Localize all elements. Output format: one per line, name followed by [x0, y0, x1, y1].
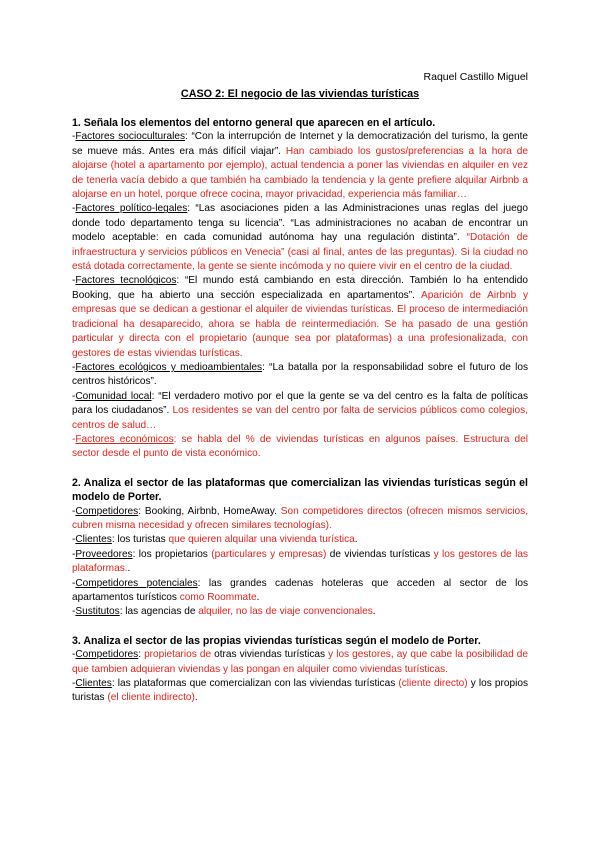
item-annotation: “Dotación de infraestructura y servicios públicos en Venecia” (casi al final, antes de las preguntas). Si la ciudad no está dotada correctamente, la gente se siente incómoda y no quiere vivir en el centro de la ciudad. [72, 232, 528, 273]
item-label: Factores tecnológicos [75, 275, 177, 287]
item-text: : Booking, Airbnb, HomeAway. [138, 505, 281, 517]
q1-item: -Factores socioculturales: “Con la interrupción de Internet y la democratización del turismo, la gente se mueve más. Antes era más difícil viajar”. Han cambiado los gustos/preferencias a la hora de alojarse (hotel a apartamento por ejemplo), actual tendencia a poner las viviendas en alquiler en vez de tenerla vacía debido a que también ha cambiado la tendencia y la gente prefiere alquilar Airbnb a alojarse en un hotel, porque ofrece cocina, mayor privacidad, experiencia más familiar… [72, 131, 528, 201]
item-text: . [194, 692, 198, 704]
item-label: Factores político-legales [75, 203, 188, 215]
item-annotation: Han cambiado los gustos/preferencias a la hora de alojarse (hotel a apartamento por ejemplo), actual tendencia a poner las viviendas en alquiler en vez de tenerla vacía debido a que también ha cambiado la tendencia y la gente prefiere alquilar Airbnb a alojarse en un hotel, porque ofrece cocina, mayor privacidad, experiencia más familiar… [72, 145, 528, 201]
item-label: Competidores potenciales [75, 577, 198, 589]
document-body [72, 116, 528, 706]
q3-item: -Clientes: las plataformas que comercializan con las viviendas turísticas (cliente directo) y los propios turistas (el cliente indirecto). [72, 678, 529, 704]
item-text: y los propios turistas [72, 678, 529, 704]
item-label: Factores socioculturales [75, 131, 186, 143]
item-label: Clientes [75, 534, 112, 546]
item-annotation: y los gestores de las plataformas. [72, 548, 528, 575]
q1-item: -Factores político-legales: “Las asociaciones piden a las Administraciones unas reglas del juego donde todo departamento tenga su licencia”. “Las administraciones no acaban de encontrar un modelo aceptable: en cada comunidad autónoma hay una regulación distinta”. “Dotación de infraestructura y servicios públicos en Venecia” (casi al final, antes de las preguntas). Si la ciudad no está dotada correctamente, la gente se siente incómoda y no quiere vivir en el centro de la ciudad. [72, 203, 528, 273]
item-text: : “El mundo está cambiando en esta dirección. También lo ha entendido Booking, que ha abierto una sección especializada en apartamentos”. [72, 275, 528, 301]
question-1-heading: 1. Señala los elementos del entorno general que aparecen en el artículo. [72, 117, 436, 129]
item-label: Sustitutos [75, 606, 120, 618]
document-title: CASO 2: El negocio de las viviendas turísticas [180, 88, 420, 100]
item-label: Factores económicos [75, 433, 174, 445]
item-annotation: como Roommate [179, 592, 257, 603]
item-text: . [256, 592, 260, 603]
item-text: : las agencias de [119, 606, 199, 618]
q2-item: -Competidores: Booking, Airbnb, HomeAway. Son competidores directos (ofrecen mismos servicios, cubren misma necesidad y ofrecen similares tecnologías). [72, 505, 528, 531]
q3-item: -Competidores: propietarios de otras viviendas turísticas y los gestores, ay que cabe la posibilidad de que tambien adquieran viviendas y las pongan en alquiler como viviendas turísticas. [72, 649, 529, 675]
item-label: Factores ecológicos y medioambientales [75, 361, 263, 373]
q2-item: -Sustitutos: las agencias de alquiler, no las de viaje convencionales. [72, 606, 376, 618]
author-name: Raquel Castillo Miguel [423, 71, 528, 83]
item-annotation: (particulares y empresas) [211, 548, 327, 560]
item-label: Competidores [75, 505, 139, 517]
item-annotation: (cliente directo) [398, 678, 468, 690]
item-annotation: Aparición de Airbnb y empresas que se dedican a gestionar el alquiler de viviendas turísticas. El proceso de intermediación tradicional ha desaparecido, ahora se habla de reintermediación. Se ha pasado de una gestión particular y directa con el propietario (aunque sea por plataformas) a una profesionalizada, con gestores de estas viviendas turísticas. [72, 289, 528, 359]
q2-item: -Clientes: los turistas que quieren alquilar una vivienda turística. [72, 534, 358, 546]
item-text: : “La batalla por la responsabilidad sobre el futuro de los centros históricos”. [72, 361, 528, 388]
item-annotation: propietarios de [144, 649, 212, 661]
item-text: : las plataformas que comercializan con las viviendas turísticas [111, 678, 399, 690]
q1-item: -Factores ecológicos y medioambientales: “La batalla por la responsabilidad sobre el futuro de los centros históricos”. [72, 361, 528, 388]
item-text: de viviendas turísticas [326, 548, 434, 560]
q1-item: -Comunidad local: “El verdadero motivo por el que la gente se va del centro es la falta de políticas para los ciudadanos”. Los residentes se van del centro por falta de servicios públicos como colegios, centros de salud… [72, 390, 529, 431]
q1-item: -Factores tecnológicos: “El mundo está cambiando en esta dirección. También lo ha entendido Booking, que ha abierto una sección especializada en apartamentos”. Aparición de Airbnb y empresas que se dedican a gestionar el alquiler de viviendas turísticas. El proceso de intermediación tradicional ha desaparecido, ahora se habla de reintermediación. Se ha pasado de una gestión particular y directa con el propietario (aunque sea por plataformas) a una profesionalizada, con gestores de estas viviendas turísticas. [72, 275, 528, 359]
question-3-heading: 3. Analiza el sector de las propias viviendas turísticas según el modelo de Porter. [72, 634, 481, 647]
item-annotation: Los residentes se van del centro por falta de servicios públicos como colegios, centros de salud… [72, 405, 528, 431]
question-3-list [72, 648, 528, 706]
item-text: : [138, 649, 145, 661]
item-text: : “Con la interrupción de Internet y la democratización del turismo, la gente se mueve más. Antes era más difícil viajar”. [72, 131, 528, 157]
item-annotation: : se habla del % de viviendas turísticas en algunos países. Estructura del sector desde el punto de vista económico. [72, 433, 528, 460]
item-text: : los propietarios [132, 548, 212, 560]
item-annotation: que quieren alquilar una vivienda turística [168, 534, 355, 546]
item-text: : “El verdadero motivo por el que la gente se va del centro es la falta de políticas para los ciudadanos”. [72, 390, 529, 417]
q2-item: -Competidores potenciales: las grandes cadenas hoteleras que acceden al sector de los apartamentos turísticos como Roommate. [72, 577, 528, 603]
item-label: Competidores [75, 649, 139, 661]
item-annotation: (el cliente indirecto) [107, 692, 195, 704]
item-text: : los turistas [111, 534, 169, 546]
question-2-heading: 2. Analiza el sector de las plataformas que comercializan las viviendas turísticas según el modelo de Porter. [72, 476, 528, 504]
item-text: . [127, 563, 131, 575]
item-text: . [354, 534, 358, 546]
item-text: : las grandes cadenas hoteleras que acceden al sector de los apartamentos turísticos [72, 577, 528, 603]
item-annotation: y los gestores, ay que cabe la posibilidad de que tambien adquieran viviendas y las pongan en alquiler como viviendas turísticas. [72, 649, 529, 675]
item-text: : “Las asociaciones piden a las Administraciones unas reglas del juego donde todo departamento tenga su licencia”. “Las administraciones no acaban de encontrar un modelo aceptable: en cada comunidad autónoma hay una regulación distinta”. [72, 203, 528, 244]
item-text: otras viviendas turísticas [211, 649, 329, 661]
item-text: . [372, 606, 376, 618]
q1-item: -Factores económicos: se habla del % de viviendas turísticas en algunos países. Estructura del sector desde el punto de vista económico. [72, 433, 528, 460]
item-annotation: Son competidores directos (ofrecen mismos servicios, cubren misma necesidad y ofrecen similares tecnologías). [72, 505, 528, 531]
item-label: Clientes [75, 678, 112, 690]
item-annotation: alquiler, no las de viaje convencionales [198, 606, 373, 618]
q2-item: -Proveedores: los propietarios (particulares y empresas) de viviendas turísticas y los gestores de las plataformas.. [72, 548, 528, 575]
item-label: Comunidad local [75, 390, 152, 402]
item-label: Proveedores [75, 548, 133, 560]
question-2-list [72, 505, 528, 620]
